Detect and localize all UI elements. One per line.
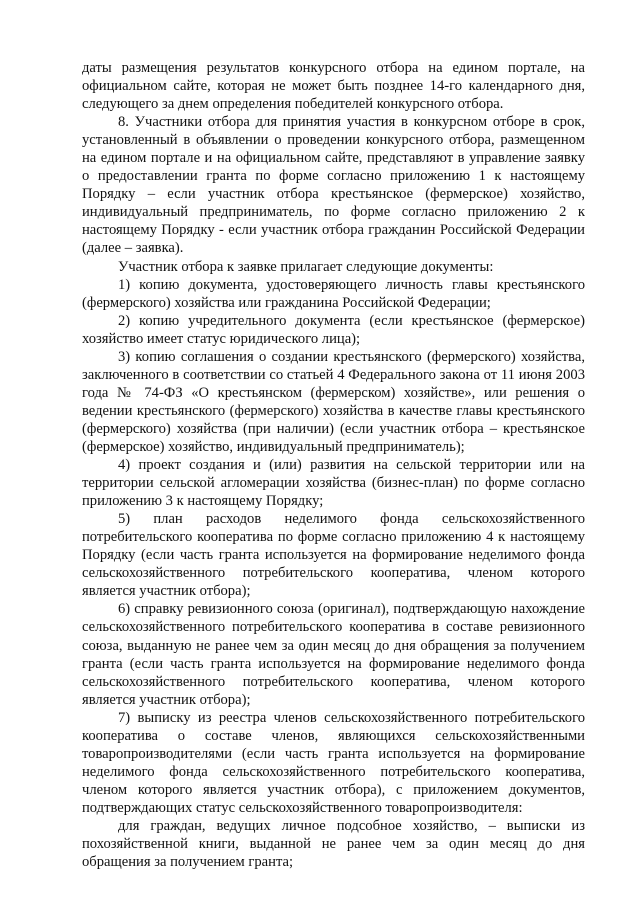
list-item-3: 3) копию соглашения о создании крестьянского (фермерского) хозяйства, заключенного в соответствии со статьей 4 Федерального закона от 11 июня 2003 года № 74-ФЗ «О крестьянском (фермерском) хозяйстве», или решения о ведении крестьянского (фермерского) хозяйства в качестве главы крестьянского (фермерского) хозяйства (при наличии) (если участник отбора – крестьянское (фермерское) хозяйство, индивидуальный предприниматель); [82,348,585,455]
paragraph-item-8: 8. Участники отбора для принятия участия в конкурсном отборе в срок, установленный в объявлении о проведении конкурсного отбора, размещенном на едином портале и на официальном сайте, представляют в управление заявку о предоставлении гранта по форме согласно приложению 1 к настоящему Порядку – если участник отбора крестьянское (фермерское) хозяйство, индивидуальный предприниматель, по форме согласно приложению 2 к настоящему Порядку - если участник отбора гражданин Российской Федерации (далее – заявка). [82,114,585,257]
list-item-5: 5) план расходов неделимого фонда сельскохозяйственного потребительского кооператива по форме согласно приложению 4 к настоящему Порядку (если часть гранта используется на формирование неделимого фонда сельскохозяйственного потребительского кооператива, членом которого является участник отбора); [82,511,585,600]
list-item-7-subitem: для граждан, ведущих личное подсобное хозяйство, – выписки из похозяйственной книги, выданной не ранее чем за один месяц до дня обращения за получением гранта; [82,817,585,871]
list-item-4: 4) проект создания и (или) развития на сельской территории или на территории сельской агломерации хозяйства (бизнес-план) по форме согласно приложению 3 к настоящему Порядку; [82,457,585,510]
list-item-7: 7) выписку из реестра членов сельскохозяйственного потребительского кооператива о составе членов, являющихся сельскохозяйственными товаропроизводителями (если часть гранта используется на формирование неделимого фонда сельскохозяйственного потребительского кооператива, членом которого является участник отбора), с приложением документов, подтверждающих статус сельскохозяйственного товаропроизводителя: [82,709,585,816]
paragraph-continuation: даты размещения результатов конкурсного отбора на едином портале, на официальном сайте, которая не может быть позднее 14-го календарного дня, следующего за днем определения победителей конкурсного отбора. [82,60,585,113]
list-item-6: 6) справку ревизионного союза (оригинал), подтверждающую нахождение сельскохозяйственного потребительского кооператива в составе ревизионного союза, выданную не ранее чем за один месяц до дня обращения за получением гранта (если часть гранта используется на формирование неделимого фонда сельскохозяйственного потребительского кооператива, членом которого является участник отбора); [82,601,585,708]
list-item-1: 1) копию документа, удостоверяющего личность главы крестьянского (фермерского) хозяйства или гражданина Российской Федерации; [82,276,585,311]
list-item-2: 2) копию учредительного документа (если крестьянское (фермерское) хозяйство имеет статус юридического лица); [82,312,585,347]
paragraph-documents-intro: Участник отбора к заявке прилагает следующие документы: [118,258,494,275]
